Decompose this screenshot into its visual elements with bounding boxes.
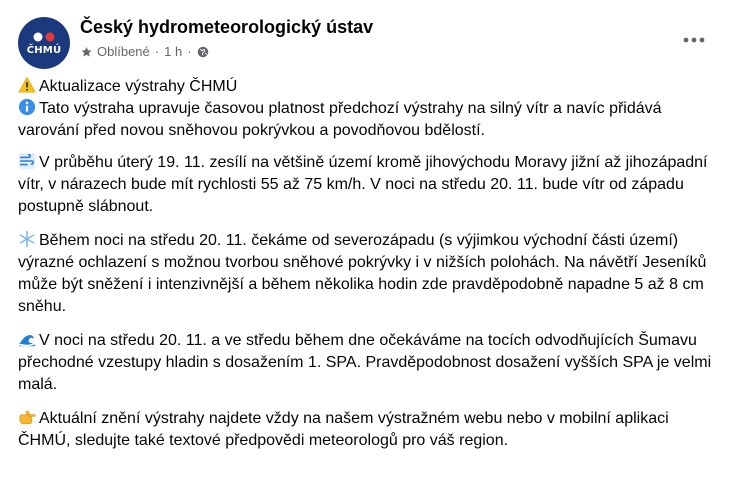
post-time[interactable]: 1 h: [164, 44, 183, 59]
post-title: Aktualizace výstrahy ČHMÚ: [39, 78, 238, 95]
post-meta: [80, 44, 209, 59]
meta-separator: ·: [154, 44, 160, 59]
snowflake-icon: [18, 230, 36, 248]
paragraph-snow: [18, 230, 718, 318]
paragraph-wind: [18, 152, 718, 218]
paragraph-text: V noci na středu 20. 11. a ve středu během dne očekáváme na tocích odvodňujících Šumavu přechodné vzestupy hladin s dosažením 1. SPA. Pravděpodobnost dosažení vyšších SPA je velmi malá.: [18, 332, 712, 393]
post-intro: [18, 76, 718, 142]
more-dots-icon: [683, 37, 705, 43]
paragraph-link: [18, 408, 718, 452]
post-intro-text: Tato výstraha upravuje časovou platnost předchozí výstrahy na silný vítr a navíc přidává varování před novou sněhovou pokrývkou a povodňovou bdělostí.: [18, 100, 662, 139]
water-wave-icon: [18, 330, 36, 348]
post-body: [18, 76, 718, 464]
paragraph-text: Aktuální znění výstrahy najdete vždy na našem výstražném webu nebo v mobilní aplikaci ČHMÚ, sledujte také textové předpovědi meteorologů pro váš region.: [18, 410, 669, 449]
globe-icon: [197, 46, 209, 58]
avatar-text: ČHMÚ: [26, 45, 62, 56]
page-name[interactable]: Český hydrometeorologický ústav: [80, 17, 374, 37]
wind-icon: [18, 152, 36, 170]
warning-icon: [18, 76, 36, 94]
favorites-label[interactable]: Oblíbené: [97, 44, 150, 59]
meta-separator: ·: [187, 44, 192, 59]
paragraph-text: Během noci na středu 20. 11. čekáme od severozápadu (s výjimkou východní části území) výrazné ochlazení s možnou tvorbou sněhové pokrývky i v nižších polohách. Na návětří Jeseníků může být sněžení i intenzivnější a během několika hodin zde pravděpodobně napadne 5 až 8 cm sněhu.: [18, 232, 707, 315]
logo-circles-icon: [32, 31, 56, 43]
paragraph-flood: [18, 330, 718, 396]
paragraph-text: V průběhu úterý 19. 11. zesílí na většině území kromě jihovýchodu Moravy jižní až jihozápadní vítr, v nárazech bude mít rychlosti 55 až 75 km/h. V noci na středu 20. 11. bude vítr od západu postupně slábnout.: [18, 154, 708, 215]
pointing-hand-icon: [18, 408, 36, 426]
favorites-star-icon: [80, 46, 93, 58]
avatar[interactable]: [18, 17, 70, 69]
info-icon: [18, 98, 36, 116]
more-options-button[interactable]: [676, 22, 712, 58]
